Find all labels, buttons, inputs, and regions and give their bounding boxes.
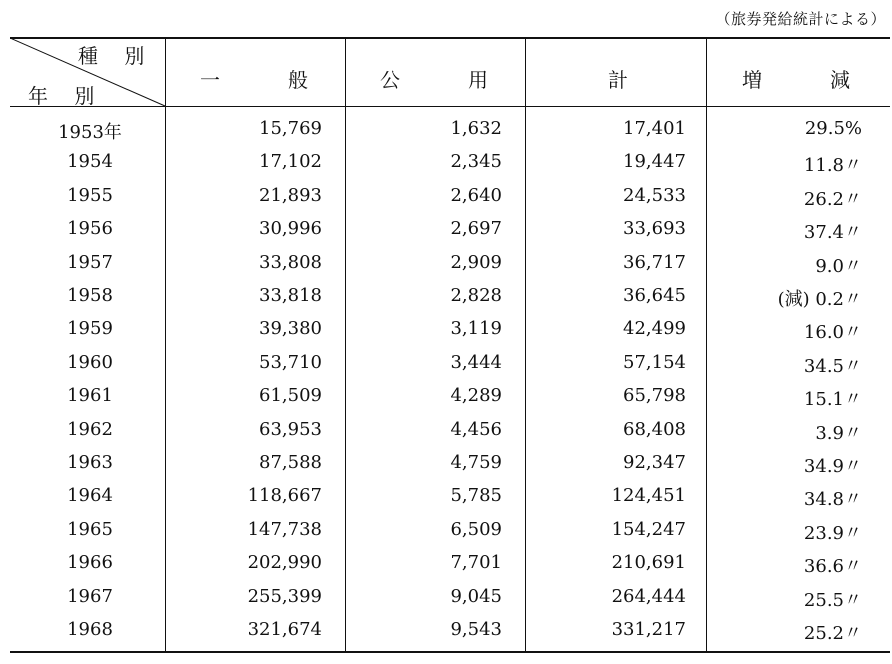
cell-change: 9.0〃 [815,255,862,277]
cell-general: 321,674 [247,619,322,640]
cell-total: 17,401 [623,118,686,139]
cell-official: 5,785 [450,485,502,507]
body-divider-3 [525,107,526,651]
cell-year: 1957 [67,251,113,273]
cell-official: 3,444 [450,351,502,373]
cell-official: 4,759 [450,452,502,473]
cell-official: 2,828 [450,285,502,306]
header-official-2: 用 [468,68,488,92]
cell-general: 30,996 [259,218,322,240]
cell-year: 1967 [67,585,113,607]
cell-total: 154,247 [611,518,686,540]
cell-change: 3.9〃 [815,422,862,444]
cell-change: 23.9〃 [803,522,862,544]
cell-change: 37.4〃 [803,222,862,244]
header-official-1: 公 [380,68,400,92]
cell-general: 202,990 [247,552,322,574]
cell-general: 63,953 [259,418,322,440]
cell-official: 2,345 [450,151,502,173]
cell-general: 15,769 [259,118,322,139]
cell-official: 2,697 [450,218,502,240]
cell-general: 53,710 [259,351,322,373]
cell-change: 34.5〃 [803,355,862,377]
header-divider-2 [345,38,346,106]
cell-official: 6,509 [450,518,502,540]
cell-year: 1960 [67,351,113,373]
header-change-2: 減 [830,68,850,92]
header-diag-top: 種 別 [78,44,155,68]
table-bottom-rule [10,651,890,653]
cell-year: 1963 [67,452,113,473]
cell-total: 36,645 [623,285,686,306]
cell-total: 124,451 [611,485,686,507]
cell-change: 29.5% [804,118,862,139]
cell-general: 39,380 [259,318,322,340]
header-divider-3 [525,38,526,106]
cell-general: 118,667 [247,485,322,507]
cell-change: (減) 0.2〃 [777,289,862,310]
cell-total: 42,499 [623,318,686,340]
cell-official: 9,543 [450,619,502,640]
cell-year: 1955 [67,184,113,206]
cell-total: 36,717 [623,251,686,273]
cell-total: 57,154 [623,351,686,373]
header-general-1: 一 [200,68,220,92]
cell-change: 25.2〃 [803,623,862,644]
body-divider-2 [345,107,346,651]
cell-general: 61,509 [259,385,322,407]
cell-official: 4,289 [450,385,502,407]
cell-total: 19,447 [623,151,686,173]
cell-year: 1954 [67,151,113,173]
cell-change: 16.0〃 [803,322,862,344]
cell-total: 24,533 [623,184,686,206]
header-divider-4 [706,38,707,106]
cell-year: 1956 [67,218,113,240]
cell-change: 34.8〃 [803,489,862,511]
cell-change: 25.5〃 [803,589,862,611]
cell-change: 26.2〃 [803,188,862,210]
cell-year: 1966 [67,552,113,574]
cell-official: 1,632 [450,118,502,139]
cell-general: 33,808 [259,251,322,273]
cell-general: 147,738 [247,518,322,540]
header-change-1: 増 [742,68,762,92]
cell-year: 1968 [67,619,113,640]
cell-change: 15.1〃 [803,389,862,411]
cell-change: 11.8〃 [803,155,862,177]
header-general-2: 般 [288,68,308,92]
cell-total: 331,217 [611,619,686,640]
cell-general: 33,818 [259,285,322,306]
cell-year: 1953年 [58,122,122,143]
cell-year: 1959 [67,318,113,340]
cell-change: 34.9〃 [803,456,862,477]
header-total: 計 [608,68,628,92]
cell-general: 17,102 [259,151,322,173]
cell-total: 68,408 [623,418,686,440]
cell-official: 2,909 [450,251,502,273]
cell-general: 255,399 [247,585,322,607]
cell-general: 87,588 [259,452,322,473]
cell-official: 9,045 [450,585,502,607]
cell-official: 7,701 [450,552,502,574]
cell-year: 1964 [67,485,113,507]
cell-official: 3,119 [450,318,502,340]
body-divider-1 [165,107,166,651]
cell-total: 210,691 [611,552,686,574]
cell-year: 1958 [67,285,113,306]
cell-official: 2,640 [450,184,502,206]
cell-official: 4,456 [450,418,502,440]
cell-total: 33,693 [623,218,686,240]
cell-total: 264,444 [611,585,686,607]
cell-year: 1965 [67,518,113,540]
cell-change: 36.6〃 [803,556,862,578]
source-note: （旅券発給統計による） [715,10,886,28]
cell-year: 1962 [67,418,113,440]
header-diag-bottom: 年 別 [28,84,105,108]
cell-general: 21,893 [259,184,322,206]
cell-total: 92,347 [623,452,686,473]
cell-total: 65,798 [623,385,686,407]
cell-year: 1961 [67,385,113,407]
